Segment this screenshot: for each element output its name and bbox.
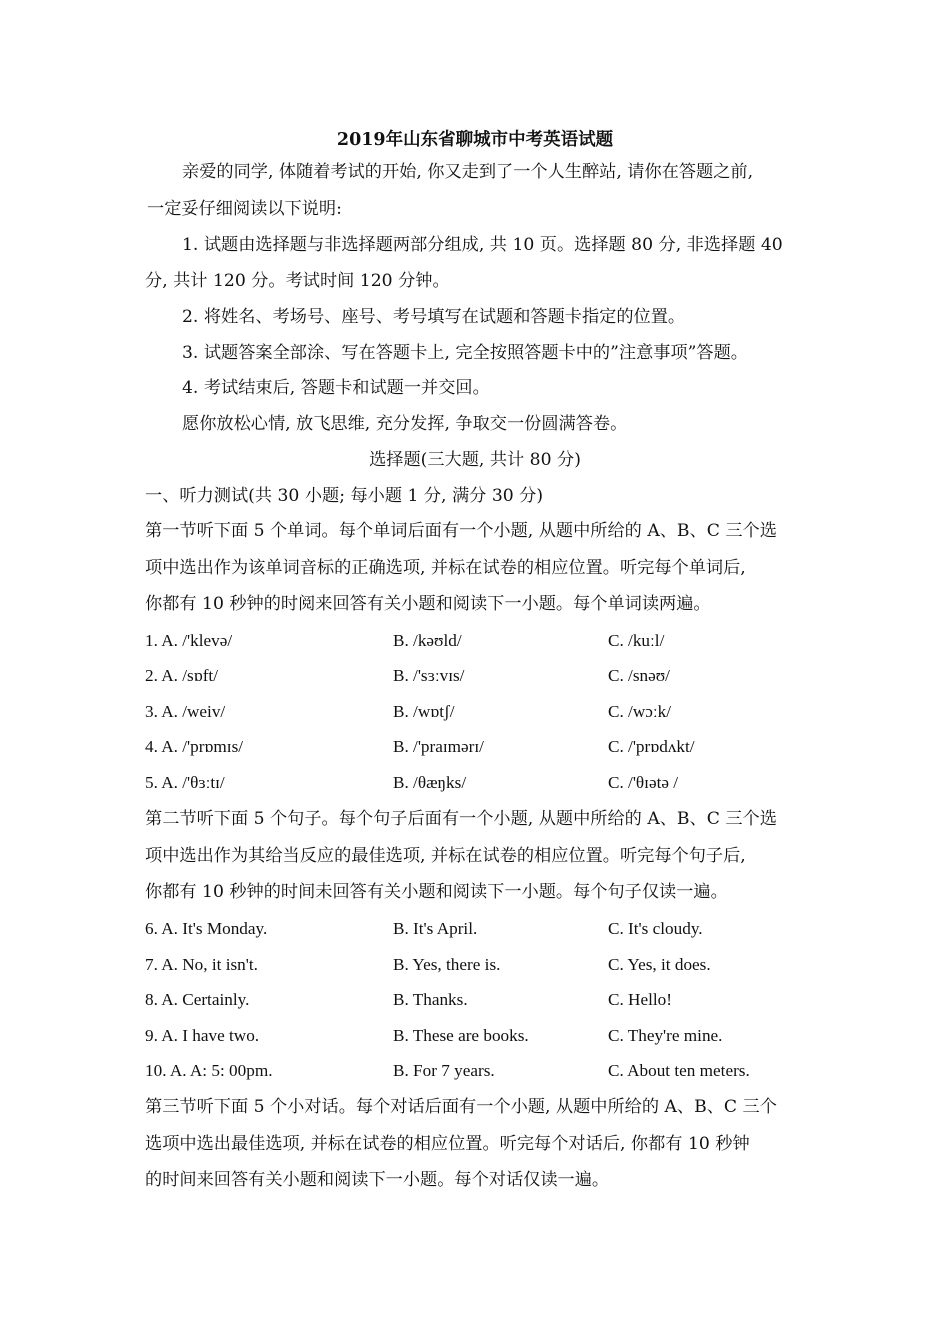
section-instruction: 项中选出作为其给当反应的最佳选项, 并标在试卷的相应位置。听完每个句子后,	[145, 846, 746, 866]
option-b: B. /'praɪmərɪ/	[393, 737, 484, 756]
option-a: 2. A. /sɒft/	[145, 666, 218, 685]
instruction-line: 4. 考试结束后, 答题卡和试题一并交回。	[182, 378, 490, 398]
option-a: 10. A. A: 5: 00pm.	[145, 1061, 273, 1080]
option-c: C. It's cloudy.	[608, 919, 703, 938]
option-b: B. /'sɜːvɪs/	[393, 666, 465, 685]
option-c: C. /snəʊ/	[608, 666, 670, 685]
option-c: C. /'θɪətə /	[608, 773, 679, 792]
section-instruction: 第二节听下面 5 个句子。每个句子后面有一个小题, 从题中所给的 A、B、C 三个选	[145, 809, 777, 829]
section-instruction: 选项中选出最佳选项, 并标在试卷的相应位置。听完每个对话后, 你都有 10 秒钟	[145, 1134, 750, 1154]
section-instruction: 你都有 10 秒钟的时阅来回答有关小题和阅读下一小题。每个单词读两遍。	[145, 594, 711, 614]
option-b: B. /kəʊld/	[393, 631, 462, 650]
wish-line: 愿你放松心情, 放飞思维, 充分发挥, 争取交一份圆满答卷。	[182, 414, 628, 434]
option-c: C. /wɔːk/	[608, 702, 672, 721]
intro-line: 亲爱的同学, 体随着考试的开始, 你又走到了一个人生醉站, 请你在答题之前,	[182, 162, 754, 182]
intro-line: 一定妥仔细阅读以下说明:	[147, 199, 342, 219]
option-a: 5. A. /'θɜːtɪ/	[145, 773, 225, 792]
section-instruction: 第三节听下面 5 个小对话。每个对话后面有一个小题, 从题中所给的 A、B、C 三个	[145, 1097, 777, 1117]
option-b: B. It's April.	[393, 919, 478, 938]
option-a: 6. A. It's Monday.	[145, 919, 268, 938]
section-instruction: 第一节听下面 5 个单词。每个单词后面有一个小题, 从题中所给的 A、B、C 三个选	[145, 521, 777, 541]
instruction-line: 2. 将姓名、考场号、座号、考号填写在试题和答题卡指定的位置。	[182, 307, 686, 327]
option-c: C. Yes, it does.	[608, 955, 711, 974]
option-c: C. Hello!	[608, 990, 672, 1009]
option-b: B. Yes, there is.	[393, 955, 501, 974]
option-b: B. /wɒtʃ/	[393, 702, 455, 721]
option-c: C. /kuːl/	[608, 631, 665, 650]
option-a: 9. A. I have two.	[145, 1026, 260, 1045]
option-c: C. About ten meters.	[608, 1061, 750, 1080]
option-c: C. They're mine.	[608, 1026, 723, 1045]
option-b: B. Thanks.	[393, 990, 468, 1009]
section-instruction: 的时间来回答有关小题和阅读下一小题。每个对话仅读一遍。	[145, 1170, 610, 1190]
instruction-line: 3. 试题答案全部涂、写在答题卡上, 完全按照答题卡中的”注意事项”答题。	[182, 343, 748, 363]
instruction-line: 分, 共计 120 分。考试时间 120 分钟。	[145, 271, 450, 291]
option-b: B. For 7 years.	[393, 1061, 495, 1080]
part-heading: 一、听力测试(共 30 小题; 每小题 1 分, 满分 30 分)	[145, 486, 544, 506]
section-heading: 选择题(三大题, 共计 80 分)	[369, 450, 581, 470]
option-a: 7. A. No, it isn't.	[145, 955, 258, 974]
option-c: C. /'prɒdʌkt/	[608, 737, 695, 756]
page-title: 2019年山东省聊城市中考英语试题	[336, 130, 614, 150]
option-b: B. These are books.	[393, 1026, 529, 1045]
section-instruction: 你都有 10 秒钟的时间未回答有关小题和阅读下一小题。每个句子仅读一遍。	[145, 882, 728, 902]
section-instruction: 项中选出作为该单词音标的正确选项, 并标在试卷的相应位置。听完每个单词后,	[145, 558, 746, 578]
option-b: B. /θæŋks/	[393, 773, 467, 792]
option-a: 1. A. /'klevə/	[145, 631, 233, 650]
option-a: 3. A. /weiv/	[145, 702, 226, 721]
option-a: 4. A. /'prɒmɪs/	[145, 737, 244, 756]
instruction-line: 1. 试题由选择题与非选择题两部分组成, 共 10 页。选择题 80 分, 非选择题 40	[182, 235, 783, 255]
option-a: 8. A. Certainly.	[145, 990, 250, 1009]
